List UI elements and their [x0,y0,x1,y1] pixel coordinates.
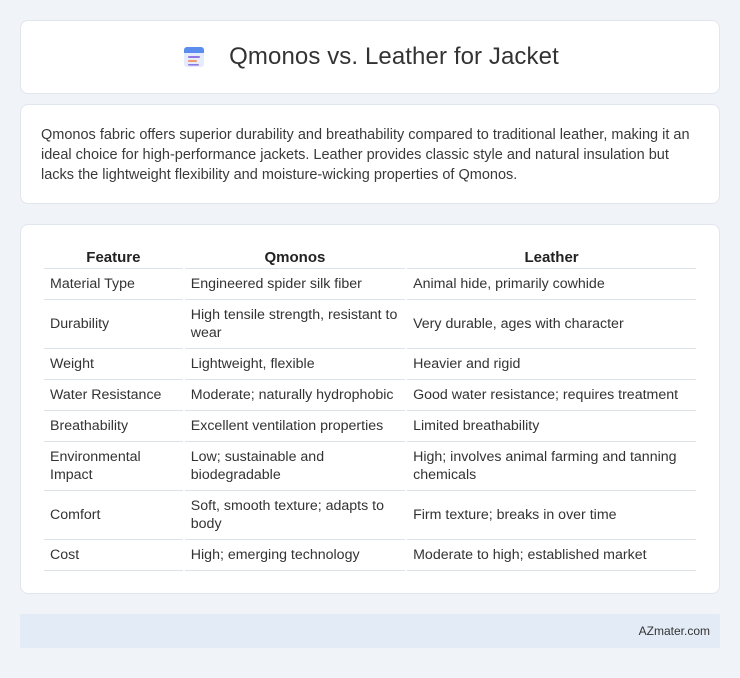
qmonos-cell: Soft, smooth texture; adapts to body [185,491,405,540]
qmonos-cell: Engineered spider silk fiber [185,269,405,300]
intro-card [20,104,720,204]
table-header-row [44,247,696,269]
column-header-leather: Leather [407,247,696,269]
feature-cell: Water Resistance [44,380,183,411]
feature-cell: Breathability [44,411,183,442]
comparison-table [42,247,698,571]
column-header-feature: Feature [44,247,183,269]
title-card [20,20,720,94]
footer-bar [20,614,720,648]
leather-cell: High; involves animal farming and tanning chemicals [407,442,696,491]
table-row [44,349,696,380]
qmonos-cell: High; emerging technology [185,540,405,571]
table-row [44,300,696,349]
table-row [44,442,696,491]
comparison-card [20,224,720,594]
leather-cell: Moderate to high; established market [407,540,696,571]
document-icon [181,44,207,70]
footer-site-link[interactable]: AZmater.com [638,624,710,638]
leather-cell: Heavier and rigid [407,349,696,380]
leather-cell: Animal hide, primarily cowhide [407,269,696,300]
leather-cell: Good water resistance; requires treatment [407,380,696,411]
feature-cell: Environmental Impact [44,442,183,491]
leather-cell: Limited breathability [407,411,696,442]
table-row [44,491,696,540]
qmonos-cell: Moderate; naturally hydrophobic [185,380,405,411]
intro-paragraph: Qmonos fabric offers superior durability and breathability compared to traditional leather, making it an ideal choice for high-performance jackets. Leather provides classic style and natural insulation but lacks the lightweight flexibility and moisture-wicking properties of Qmonos. [41,127,690,183]
qmonos-cell: Low; sustainable and biodegradable [185,442,405,491]
leather-cell: Firm texture; breaks in over time [407,491,696,540]
qmonos-cell: Excellent ventilation properties [185,411,405,442]
table-row [44,540,696,571]
column-header-qmonos: Qmonos [185,247,405,269]
feature-cell: Durability [44,300,183,349]
title-wrap [181,43,559,71]
feature-cell: Weight [44,349,183,380]
table-row [44,411,696,442]
leather-cell: Very durable, ages with character [407,300,696,349]
feature-cell: Comfort [44,491,183,540]
feature-cell: Cost [44,540,183,571]
page-title: Qmonos vs. Leather for Jacket [229,43,559,70]
table-row [44,269,696,300]
feature-cell: Material Type [44,269,183,300]
qmonos-cell: Lightweight, flexible [185,349,405,380]
table-row [44,380,696,411]
qmonos-cell: High tensile strength, resistant to wear [185,300,405,349]
